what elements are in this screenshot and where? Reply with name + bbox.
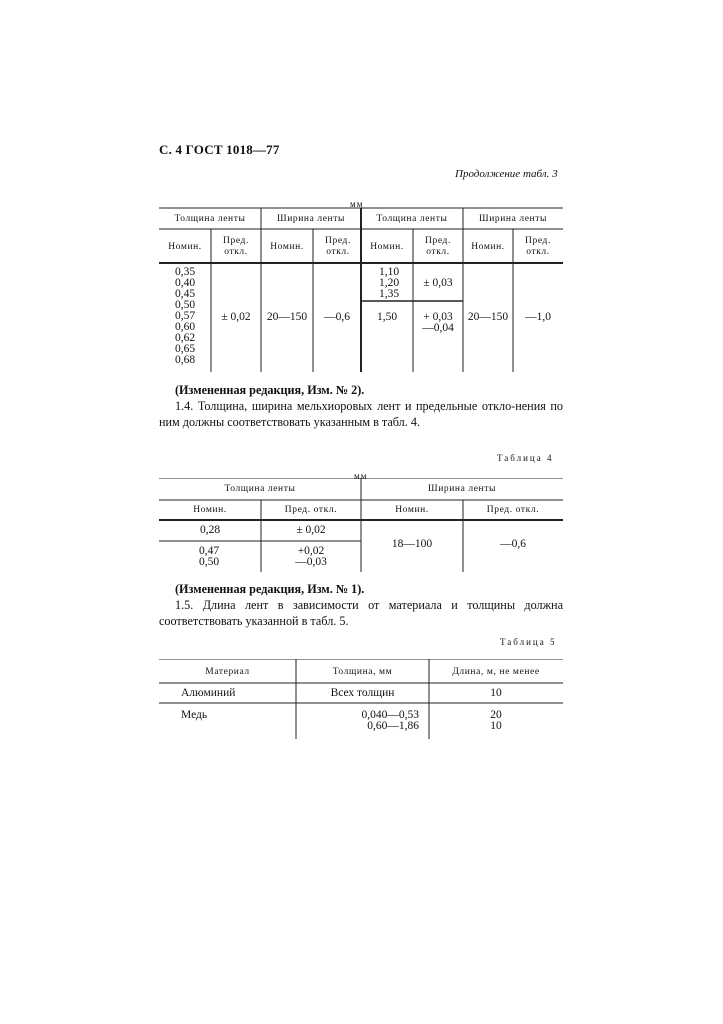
t4-dev-2: Пред. откл. <box>486 505 540 515</box>
t3-right-thk-1-dev: ± 0,03 <box>423 277 453 289</box>
t5-r2-length: 20 10 <box>490 709 502 732</box>
t5-r2-material: Медь <box>181 709 208 721</box>
t3-right-thk-2-dev: + 0,03 —0,04 <box>422 311 454 334</box>
table3-lines <box>159 206 563 372</box>
t3-nom-2: Номин. <box>270 242 304 252</box>
t4-nom-2: Номин. <box>395 505 429 515</box>
table3-unit-text: мм <box>350 199 364 209</box>
t5-col-length: Длина, м, не менее <box>452 667 540 677</box>
t5-r1-thickness: Всех толщин <box>330 687 395 699</box>
t4-dev-1: Пред. откл. <box>284 505 338 515</box>
t3-col-width-1: Ширина ленты <box>277 214 345 224</box>
t3-nom-4: Номин. <box>471 242 505 252</box>
t3-left-width-dev: —0,6 <box>324 311 350 323</box>
t3-dev-2: Пред. откл. <box>325 236 351 257</box>
t5-r1-material: Алюминий <box>181 687 236 699</box>
t4-r2-dev: +0,02 —0,03 <box>295 545 327 568</box>
t5-col-material: Материал <box>205 667 250 677</box>
t3-dev-3: Пред. откл. <box>425 236 451 257</box>
t4-col-width: Ширина ленты <box>428 484 496 494</box>
t3-right-thk-1: 1,10 1,20 1,35 <box>379 266 400 300</box>
t4-col-thickness: Толщина ленты <box>224 484 296 494</box>
t3-col-width-2: Ширина ленты <box>479 214 547 224</box>
t3-left-width: 20—150 <box>266 311 308 323</box>
t3-nom-3: Номин. <box>370 242 404 252</box>
t5-r2-thickness: 0,040—0,53 0,60—1,86 <box>361 709 419 732</box>
t3-col-thickness-2: Толщина ленты <box>376 214 448 224</box>
t3-dev-1: Пред. откл. <box>223 236 249 257</box>
paragraph-1-4: 1.4. Толщина, ширина мельхиоровых лент и предельные откло-нения по ним должны соответствовать указанным в табл. 4. <box>159 399 563 429</box>
amendment-note-1: (Измененная редакция, Изм. № 1). <box>175 582 365 596</box>
table5-title: Таблица 5 <box>500 637 557 647</box>
t3-nom-1: Номин. <box>168 242 202 252</box>
t3-right-width-dev: —1,0 <box>525 311 551 323</box>
t4-r1-thk: 0,28 <box>199 524 221 536</box>
t3-right-thk-2: 1,50 <box>376 311 398 323</box>
amendment-note-2: (Измененная редакция, Изм. № 2). <box>175 383 365 397</box>
t4-width: 18—100 <box>391 538 433 550</box>
table4-unit: мм <box>354 471 368 481</box>
t3-right-width: 20—150 <box>467 311 509 323</box>
table4-title: Таблица 4 <box>497 453 554 463</box>
t5-col-thickness: Толщина, мм <box>332 667 393 677</box>
t3-left-thk-dev: ± 0,02 <box>221 311 251 323</box>
t4-r1-dev: ± 0,02 <box>296 524 326 536</box>
t3-dev-4: Пред. откл. <box>525 236 551 257</box>
t4-width-dev: —0,6 <box>500 538 526 550</box>
t3-col-thickness-1: Толщина ленты <box>174 214 246 224</box>
table-continuation-label: Продолжение табл. 3 <box>455 168 558 180</box>
t3-left-thicknesses: 0,35 0,40 0,45 0,50 0,57 0,60 0,62 0,65 0,68 <box>175 266 196 366</box>
t4-r2-thk: 0,47 0,50 <box>199 545 220 568</box>
paragraph-1-5: 1.5. Длина лент в зависимости от материала и толщины должна соответствовать указанной в табл. 5. <box>159 598 563 628</box>
page-header: С. 4 ГОСТ 1018—77 <box>159 142 280 157</box>
t5-r1-length: 10 <box>490 687 502 699</box>
t4-nom-1: Номин. <box>193 505 227 515</box>
